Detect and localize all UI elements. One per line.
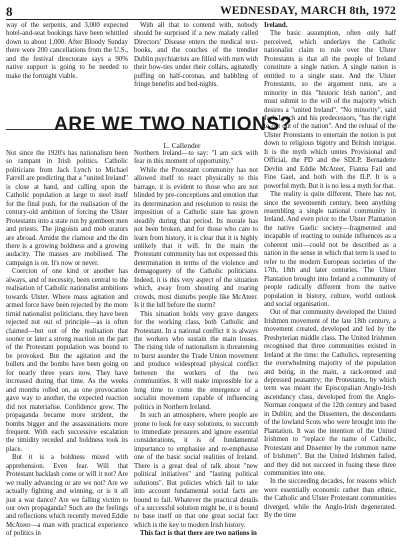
paragraph: The basic assumption, often only half perceived, which underlays the Catholic nationalist claim to rule over the Ulster Protestants is that all the people of Ireland constitute a single nation. A single nation is entitled to a single state. And the Ulster Protestants, so the argument runs, are a minority in this "historic Irish nation", and must submit to the will of the majority which desires a "united Ireland". "No minority", said Jack Lynch and his predecessors, "has the right to opt out of the nation". And the refusal of the Ulster Protestants to entertain the notion is put down to religious bigotry and British intrigue. It is the myth which unites Provisional and Official, the PD and the SDLP, Bernadette Devlin and Eddie McAteer, Fianna Fail and Fine Gael, and both with the ILP. It is a powerful myth. But it is no less a myth for that. [264, 30, 396, 190]
paragraph: In such an atmosphere, where people are prone to look for easy solutions, to succumb to immediate pressures and ignore essential considerations, it is of fundamental importance to emphasise and re-emphasise one of the basic social realities of Ireland. There is a great deal of talk about "new political initiatives" and "lasting political solutions". But policies which fail to take into account fundamental social facts are bound to fail. Whatever the practical details of a successful solution might be, it is bound to base itself on that one great social fact which is the key to modern Irish history. [134, 412, 258, 529]
article-column-1 [6, 150, 128, 546]
paragraph [134, 530, 258, 538]
paragraph: In the succeeding decades, for reasons which were essentially economic rather than ethnic, the Catholic and Ulster Protestant communities diverged, while the Anglo-Irish degenerated. By the time [264, 478, 396, 520]
article-title: ARE WE TWO NATIONS? [54, 113, 292, 135]
article-byline: L. Callender [163, 141, 201, 150]
masthead [6, 4, 396, 20]
paragraph: Coercion of one kind or another has always, and of necessity, been central to the realisation of Catholic nationalist ambitions towards Ulster. Where mass agitation and armed force have been rejected by the more timid nationalist politicians, they have been rejected not out of principle—as is often claimed—but out of the realisation that sooner or later a strong reaction on the part of the Protestant population was bound to be provoked. But the agitation and the bullets and the bombs have been going on for nearly three years now. They have increased during that time. As the weeks and months rolled on, as one provocation gave way to another, the expected reaction did not materialise. Confidence grew. The propaganda became more strident, the bombs bigger and the assassinations more frequent. With each successive escalation the timidity receded and boldness took its place. [6, 268, 128, 453]
paragraph: While the Protestant community has not allowed itself to react physically to this barrage, it is evident to those who are not blinded by pre-conceptions and emotion that its determination and resolution to resist the imposition of a Catholic state has grown steadily during that period. Its morale has not been broken, and for those who care to learn from history, it is clear that it is highly unlikely that it will. In the main the Protestant community has not expressed this determination in terms of the violence and demagoguery of the Catholic politicians. Indeed, it is this very aspect of the situation which, away from shouting and roaring crowds, most disturbs people like McAteer. Is it the lull before the storm? [134, 166, 258, 310]
previous-article-end-left [6, 22, 128, 128]
previous-article-end-middle [134, 22, 258, 89]
issue-date: WEDNESDAY, MARCH 8th, 1972 [220, 5, 396, 17]
paragraph: With all that to contend with, nobody should be surprised if a new malady called Directors' Disease enters the medical text-books, and the couches of the trendier Dublin psychiatrists are filled with men with their bow-ties under their collars, agitatedly puffing on half-coronas, and babbling of fringe benefits and bed-nights. [134, 22, 258, 89]
paragraph: Not since the 1920's has nationalism been so rampant in Irish politics. Catholic politicians from Jack Lynch to Michael Farrell are predicting that a "united Ireland" is close at hand, and calling upon the Catholic population at large to steel itself for the final push, for the realisation of the century-old ambition of forcing the Ulster Protestants into a state run by gombeen men and priests. The jingoists and mob orators are abroad. Amidst the clamour and the din there is a growing boldness and a growing audacity. The masses are mobilised. The campaign is on. It's now or never. [6, 150, 128, 267]
paragraph: way of the serpents, and 3,000 expected hotel-and-seat bookings have been whittled down to about 1,000. After Bloody Sunday there were 200 cancellations from the U.S., and the festival directorate says a 90% native support is going to be needed to make the fortnight viable. [6, 22, 128, 80]
bold-closing-line: This fact is that there are two nations in [140, 530, 257, 538]
page-number: 8 [6, 4, 13, 19]
bold-continuation: Ireland. [264, 22, 288, 29]
newspaper-page [6, 4, 396, 546]
article-column-3 [264, 22, 396, 546]
paragraph: The reality is quite different. There has not, since the seventeenth century, been anything resembling a single national community in Ireland. And even prior to the Ulster Plantation the native Gaelic society—fragmented and incapable of reacting to outside influences as a coherent unit—could not be described as a nation in the sense in which that term is used to refer to the modern European societies of the 17th, 18th and later centuries. The Ulster Plantation brought into Ireland a community of people radically different from the native population in history, culture, world outlook and social organisation. [264, 191, 396, 308]
paragraph: But it is a boldness mixed with apprehension. Even fear. Will that Protestant backlash come or will it not? Are we really advancing or are we not? Are we actually fighting and winning, or is it all just a war dance? Are we falling victim to our own propaganda? Such are the feelings and reflections which recently moved Eddie McAteer—a man with practical experience of politics in [6, 454, 128, 538]
paragraph: Out of that community developed the United Irishmen movement of the late 18th century, a movement created, developed and led by the Presbyterian middle class. The United Irishmen recognised that three communities existed in Ireland at the time: the Catholics, representing the overwhelming majority of the population and being, in the main, a rack-rented and depressed peasantry; the Protestants, by which term was meant the Episcopalian Anglo-Irish ascendancy class, developed from the Anglo-Norman conquest of the 12th century and based in Dublin; and the Dissenters, the descendants of the lowland Scots who were brought into the Plantation. It was the intention of the United Irishmen to "replace the name of Catholic, Protestant and Dissenter by the common name of Irishmen". But the United Irishmen failed, and they did not succeed in fusing these three communities into one. [264, 309, 396, 478]
article-column-2 [134, 150, 258, 546]
paragraph: Northern Ireland—to say: "I am sick with fear in this moment of opportunity." [134, 150, 258, 166]
paragraph [264, 22, 396, 30]
paragraph: This situation holds very grave dangers for the working class, both Catholic and Protestant. In a national conflict it is always the workers who sustain the main losses. The rising tide of nationalism is threatening to burst asunder the Trade Union movement and produce widespread physical conflict between the workers of the two communities. It will make impossible for a long time to come the emergence of a socialist movement capable of influencing politics in Northern Ireland. [134, 310, 258, 411]
